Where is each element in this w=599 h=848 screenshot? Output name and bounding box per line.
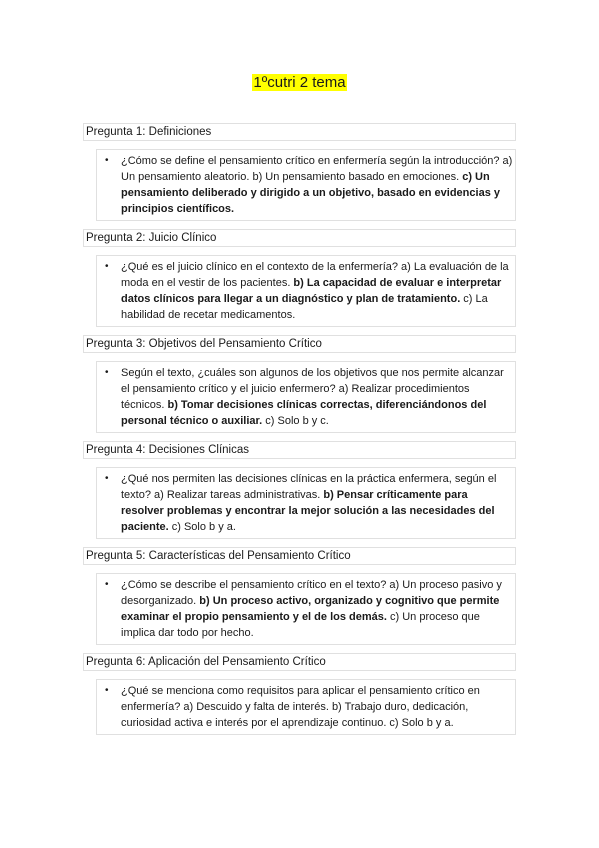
question-header: Pregunta 2: Juicio Clínico	[83, 229, 516, 247]
question-body	[96, 361, 516, 433]
question-text: ¿Cómo se define el pensamiento crítico en enfermería según la introducción? a) Un pensamiento aleatorio. b) Un pensamiento basado en emociones.	[121, 155, 513, 183]
question-body	[96, 679, 516, 735]
question-header: Pregunta 1: Definiciones	[83, 123, 516, 141]
question-text: Según el texto, ¿cuáles son algunos de los objetivos que nos permite alcanzar el pensamiento crítico y el juicio enfermero? a) Realizar procedimientos técnicos.	[121, 367, 504, 411]
correct-answer: b) Tomar decisiones clínicas correctas, diferenciándonos del personal técnico o auxiliar.	[121, 399, 487, 427]
question-text: ¿Cómo se describe el pensamiento crítico en el texto? a) Un proceso pasivo y desorganizado.	[121, 579, 502, 607]
question-body	[96, 573, 516, 645]
bullet-icon: •	[105, 261, 109, 272]
question-header: Pregunta 6: Aplicación del Pensamiento Crítico	[83, 653, 516, 671]
correct-answer: c) Un pensamiento deliberado y dirigido a un objetivo, basado en evidencias y principios científicos.	[121, 171, 500, 215]
question-body	[96, 149, 516, 221]
question-header: Pregunta 4: Decisiones Clínicas	[83, 441, 516, 459]
bullet-icon: •	[105, 473, 109, 484]
question-block-5	[83, 547, 516, 645]
question-text-after: c) La habilidad de recetar medicamentos.	[121, 293, 488, 321]
bullet-icon: •	[105, 685, 109, 696]
correct-answer: b) Pensar críticamente para resolver problemas y encontrar la mejor solución a las necesidades del paciente.	[121, 489, 495, 533]
question-block-6	[83, 653, 516, 735]
question-header: Pregunta 3: Objetivos del Pensamiento Crítico	[83, 335, 516, 353]
question-body	[96, 255, 516, 327]
question-block-2	[83, 229, 516, 327]
page-title-text: 1ºcutri 2 tema	[253, 74, 346, 91]
question-block-3	[83, 335, 516, 433]
question-text-after: c) Solo b y a.	[168, 521, 236, 533]
question-text: ¿Qué se menciona como requisitos para aplicar el pensamiento crítico en enfermería? a) Descuido y falta de interés. b) Trabajo duro, dedicación, curiosidad activa e interés por el aprendizaje continuo. c) Solo b y a.	[121, 685, 480, 729]
question-block-1	[83, 123, 516, 221]
question-text-after: c) Solo b y c.	[262, 415, 329, 427]
correct-answer: b) Un proceso activo, organizado y cognitivo que permite examinar el propio pensamiento y el de los demás.	[121, 595, 500, 623]
question-text-after: c) Un proceso que implica dar todo por hecho.	[121, 611, 480, 639]
question-header: Pregunta 5: Características del Pensamiento Crítico	[83, 547, 516, 565]
question-text: ¿Qué es el juicio clínico en el contexto de la enfermería? a) La evaluación de la moda en el vestir de los pacientes.	[121, 261, 509, 289]
question-block-4	[83, 441, 516, 539]
bullet-icon: •	[105, 579, 109, 590]
question-list	[83, 123, 516, 743]
question-text: ¿Qué nos permiten las decisiones clínicas en la práctica enfermera, según el texto? a) Realizar tareas administrativas.	[121, 473, 497, 501]
page-title	[0, 73, 599, 93]
bullet-icon: •	[105, 367, 109, 378]
question-body	[96, 467, 516, 539]
bullet-icon: •	[105, 155, 109, 166]
correct-answer: b) La capacidad de evaluar e interpretar datos clínicos para llegar a un diagnóstico y plan de tratamiento.	[121, 277, 502, 305]
